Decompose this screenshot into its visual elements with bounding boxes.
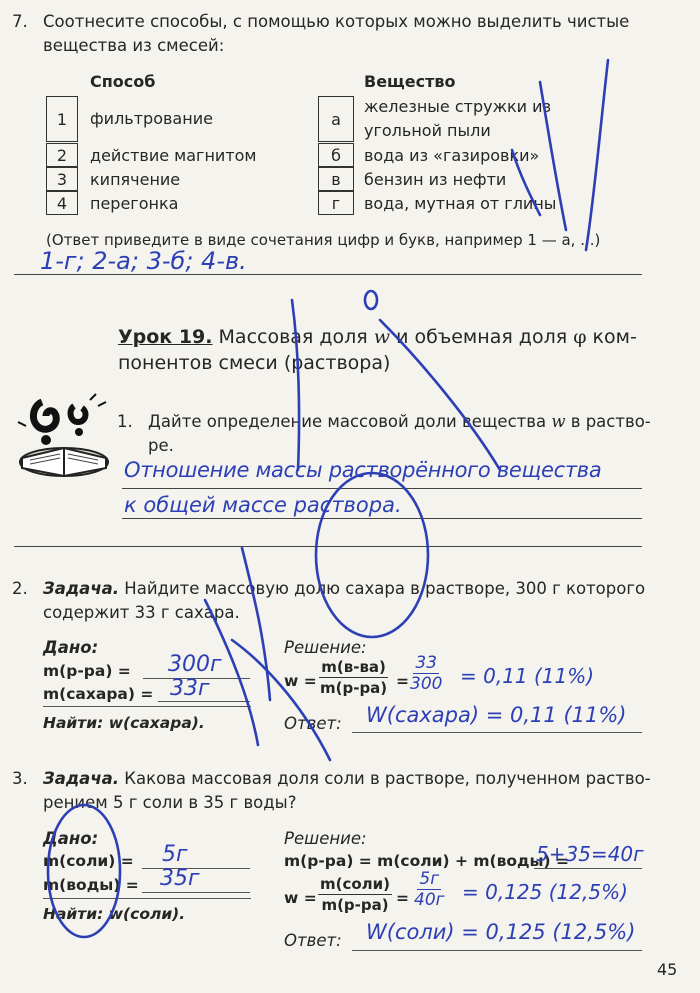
q7-text-line2: вещества из смесей: [43, 36, 225, 55]
fraction-denominator: m(р-ра) [320, 679, 388, 697]
lesson-title [118, 324, 637, 350]
answer-line [534, 868, 642, 869]
q3-text-line1 [43, 767, 651, 790]
q2-hand-fraction [410, 653, 442, 694]
given-line [142, 892, 250, 893]
method-label: действие магнитом [90, 146, 257, 165]
page-number: 45 [657, 960, 678, 979]
q3-text-line2: рением 5 г соли в 35 г воды? [43, 793, 297, 812]
q2-text-line1 [43, 577, 645, 600]
q3-hand-result: = 0,125 (12,5%) [462, 880, 628, 904]
fraction-denominator: 40г [414, 890, 445, 910]
fraction-numerator: m(в-ва) [321, 658, 386, 676]
q2-answer-value: W(сахара) = 0,11 (11%) [366, 703, 627, 727]
lesson-title-part2: и объемная доля [396, 326, 568, 348]
equals-sign: = [396, 889, 409, 907]
q1-handwritten-line2: к общей массе раствора. [124, 493, 402, 517]
q3-given-label: Дано: [43, 829, 99, 848]
q2-formula-fraction [318, 658, 389, 697]
q2-given-label: Дано: [43, 638, 99, 657]
q3-given1: m(соли) = [43, 852, 134, 870]
given-separator [43, 706, 251, 707]
lesson-title-part1: Массовая доля [218, 326, 368, 348]
answer-line [14, 546, 642, 547]
method-label: перегонка [90, 194, 179, 213]
q7-number: 7. [12, 12, 28, 31]
q3-find: Найти: w(соли). [43, 905, 186, 923]
q3-hand-fraction [414, 869, 445, 910]
q3-formula1-hand: 5+35=40г [536, 842, 644, 866]
thinking-book-icon [12, 392, 116, 482]
q3-given2-value: 35г [160, 866, 200, 891]
lesson-title-line2: понентов смеси (раствора) [118, 352, 391, 374]
method-num-cell: 2 [46, 143, 78, 167]
q1-text-b: в раство- [570, 412, 651, 431]
q2-solution-label: Решение: [284, 638, 367, 657]
lesson-label: Урок 19. [118, 326, 213, 348]
equals-sign: = [396, 672, 409, 690]
q2-given1: m(р-ра) = [43, 662, 131, 680]
w-symbol: w [373, 326, 391, 348]
q2-number: 2. [12, 579, 28, 598]
answer-line [352, 732, 642, 733]
q3-given1-value: 5г [162, 842, 188, 867]
fraction-numerator: 5г [419, 869, 440, 889]
answer-line [14, 274, 642, 275]
substance-letter-cell: а [318, 96, 354, 142]
q7-instruction: (Ответ приведите в виде сочетания цифр и букв, например 1 — а, ...) [46, 231, 601, 249]
method-num-cell: 3 [46, 167, 78, 191]
substance-letter-cell: б [318, 143, 354, 167]
w-symbol: w [551, 412, 566, 431]
q2-given2-value: 33г [170, 676, 210, 701]
substance-letter-cell: в [318, 167, 354, 191]
method-label: кипячение [90, 170, 181, 189]
q2-formula-w: w = [284, 672, 317, 690]
substance-label: вода, мутная от глины [364, 194, 557, 213]
method-num-cell: 4 [46, 191, 78, 215]
q2-hand-result: = 0,11 (11%) [460, 664, 595, 688]
q2-text-line2: содержит 33 г сахара. [43, 603, 240, 622]
q3-formula-w: w = [284, 889, 317, 907]
q2-text: Найдите массовую долю сахара в растворе, 300 г которого [124, 579, 646, 598]
q1-text-line1 [148, 410, 651, 433]
q1-number: 1. [117, 412, 133, 431]
fraction-numerator: m(соли) [320, 875, 391, 893]
answer-line [122, 518, 642, 519]
q2-answer-label: Ответ: [284, 714, 342, 733]
q3-answer-value: W(соли) = 0,125 (12,5%) [366, 920, 636, 944]
q3-text: Какова массовая доля соли в растворе, полученном раство- [124, 769, 651, 788]
q3-formula-fraction [318, 875, 392, 914]
fraction-denominator: m(р-ра) [321, 896, 389, 914]
task-label: Задача. [43, 769, 120, 788]
substance-label: железные стружки из [364, 97, 552, 116]
q7-col-substance: Вещество [364, 72, 456, 91]
q3-given2: m(воды) = [43, 876, 139, 894]
q7-col-method: Способ [90, 72, 156, 91]
q1-text-line2: ре. [148, 436, 174, 455]
q7-text-line1: Соотнесите способы, с помощью которых можно выделить чистые [43, 12, 630, 31]
fraction-denominator: 300 [410, 674, 443, 694]
q1-text-a: Дайте определение массовой доли вещества [148, 412, 547, 431]
substance-label-cont: угольной пыли [364, 121, 491, 140]
fraction-numerator: 33 [415, 653, 438, 673]
method-num-cell: 1 [46, 96, 78, 142]
q3-formula1: m(р-ра) = m(соли) + m(воды) = [284, 852, 570, 870]
substance-label: бензин из нефти [364, 170, 507, 189]
given-line [158, 701, 250, 702]
q3-number: 3. [12, 769, 28, 788]
lesson-title-part3: ком- [592, 326, 637, 348]
given-separator [43, 898, 251, 899]
q3-answer-label: Ответ: [284, 931, 342, 950]
q2-given1-value: 300г [168, 652, 222, 677]
method-label: фильтрование [90, 109, 213, 128]
answer-line [122, 488, 642, 489]
q1-handwritten-line1: Отношение массы растворённого вещества [124, 458, 602, 482]
q2-given2: m(сахара) = [43, 685, 154, 703]
task-label: Задача. [43, 579, 120, 598]
phi-symbol: φ [573, 326, 587, 348]
q2-find: Найти: w(сахара). [43, 714, 205, 732]
answer-line [352, 950, 642, 951]
q3-solution-label: Решение: [284, 829, 367, 848]
substance-letter-cell: г [318, 191, 354, 215]
q7-handwritten-answer: 1-г; 2-а; 3-б; 4-в. [40, 247, 247, 275]
substance-label: вода из «газировки» [364, 146, 540, 165]
